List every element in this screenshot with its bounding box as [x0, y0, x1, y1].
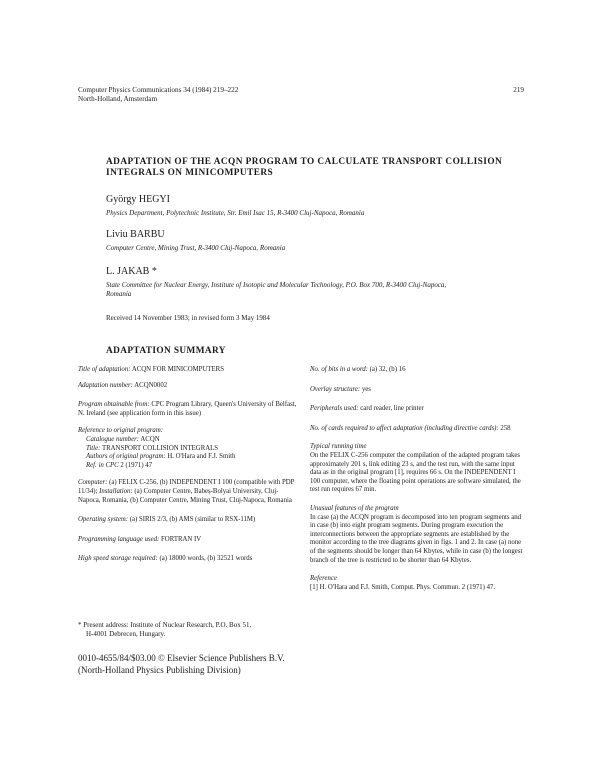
summary-left-column [78, 366, 298, 571]
author-affiliation: Computer Centre, Mining Trust, R-3400 Cluj-Napoca, Romania [106, 244, 286, 252]
footnote-line-1: * Present address: Institute of Nuclear Research, P.O. Box 51, [78, 621, 252, 629]
entry-value: CPC Program Library, Queen's University of Belfast, N. Ireland (see application form in this issue) [78, 401, 297, 417]
entry-text: On the FELIX C-256 computer the compilation of the adapted program takes approximately 201 s, link editing 23 s, and the test run, with the same input data as in the original program [1], requires 66 s. On the INDEPENDENT I 100 computer, where the floating point operations are software simulated, the test run requires 67 min. [310, 451, 521, 494]
reference-entry [310, 575, 526, 592]
unusual-features-entry [310, 505, 526, 565]
entry-label: Title: [86, 444, 101, 452]
author-affiliation: Physics Department, Polytechnic Institute, Str. Emil Isac 15, R-3400 Cluj-Napoca, Romania [106, 209, 365, 217]
summary-right-column [310, 366, 526, 599]
entry-label: Peripherals used: [310, 405, 359, 413]
storage-entry [78, 555, 298, 564]
copyright-line-1: 0010-4655/84/$03.00 © Elsevier Science Publishers B.V. [78, 653, 285, 663]
page-number: 219 [513, 86, 524, 94]
author-name: György HEGYI [106, 194, 170, 205]
entry-label: Unusual features of the program [310, 504, 399, 512]
entry-label: Overlay structure: [310, 385, 361, 393]
adaptation-title-entry [78, 366, 298, 375]
entry-label: Typical running time [310, 443, 367, 451]
entry-value: H. O'Hara and F.J. Smith [167, 453, 236, 461]
entry-text: In case (a) the ACQN program is decomposed into ten program segments and in case (b) into eight program segments. During program execution the interconnections between the appropriate segments are established by the monitor according to the tree diagrams given in figs. 1 and 2. In case (a) none of the segments should be longer than 64 Kbytes, while in case (b) the longest branch of the tree is restricted to be shorter than 64 Kbytes. [310, 513, 523, 564]
author-name: L. JAKAB * [106, 266, 157, 277]
entry-value: yes [361, 385, 371, 393]
entry-value: (a) SIRIS 2/3, (b) AMS (similar to RSX-11M) [129, 516, 256, 524]
entry-value: (a) Computer Centre, Babeș-Bolyai University, Cluj-Napoca, Romania, (b) Computer Centre, Mining Trust, Cluj-Napoca, Romania [78, 487, 292, 504]
entry-label: Programming language used: [78, 535, 160, 543]
adaptation-number-entry [78, 382, 298, 391]
copyright-line-2: (North-Holland Physics Publishing Division) [78, 664, 241, 675]
entry-value: 2 (1971) 47 [120, 461, 153, 469]
overlay-entry [310, 386, 526, 395]
section-heading: ADAPTATION SUMMARY [106, 346, 226, 356]
bits-entry [310, 366, 526, 375]
ref-title [78, 445, 298, 454]
ref-cpc [78, 462, 298, 471]
entry-value: ACQN0002 [134, 381, 168, 389]
reference-original-entry [78, 427, 298, 470]
entry-text: [1] H. O'Hara and F.J. Smith, Comput. Phys. Commun. 2 (1971) 47. [310, 583, 496, 591]
entry-label: Reference to original program: [78, 427, 164, 435]
computer-entry [78, 479, 298, 505]
author-name: Liviu BARBU [106, 229, 165, 240]
footnote [78, 621, 298, 639]
entry-value: FORTRAN IV [161, 535, 202, 543]
entry-label: Operating system: [78, 516, 129, 524]
journal-citation [78, 86, 238, 104]
entry-label: Ref. in CPC [86, 461, 119, 469]
entry-label: No. of bits in a word: [310, 366, 368, 373]
entry-value: ACQN FOR MINICOMPUTERS [131, 366, 224, 373]
entry-label: Adaptation number: [78, 381, 133, 389]
entry-label: Catalogue number: [86, 435, 140, 443]
entry-value: ACQN [140, 435, 160, 443]
entry-label: No. of cards required to affect adaptation (including directive cards): [310, 424, 499, 432]
entry-value: (a) 18000 words, (b) 32521 words [159, 555, 253, 563]
peripherals-entry [310, 405, 526, 414]
journal-line-1: Computer Physics Communications 34 (1984) 219–222 [78, 86, 239, 94]
copyright-notice [78, 653, 285, 676]
affiliation-line-2: Romania [106, 290, 132, 298]
title-line-1: ADAPTATION OF THE ACQN PROGRAM TO CALCULATE TRANSPORT COLLISION [106, 157, 503, 167]
availability-entry [78, 401, 298, 418]
received-date: Received 14 November 1983; in revised form 3 May 1984 [106, 314, 270, 322]
entry-value: (a) FELIX C-256, (b) INDEPENDENT I 100 (compatible with PDP 11/34); [78, 479, 295, 495]
entry-label: High speed storage required: [78, 555, 158, 563]
journal-line-2: North-Holland, Amsterdam [78, 95, 158, 103]
entry-value: 258 [500, 424, 511, 432]
entry-value: (a) 32, (b) 16 [369, 366, 406, 373]
footnote-line-2: H-4001 Debrecen, Hungary. [86, 630, 166, 638]
ref-authors [78, 453, 298, 462]
entry-label: Installation: [99, 487, 133, 495]
entry-label: Authors of original program: [86, 453, 166, 461]
running-time-entry [310, 443, 526, 495]
title-line-2: INTEGRALS ON MINICOMPUTERS [106, 168, 274, 178]
cards-entry [310, 425, 526, 434]
article-title [106, 157, 536, 179]
entry-label: Computer: [78, 479, 108, 487]
entry-label: Program obtainable from: [78, 401, 150, 409]
entry-value: card reader, line printer [360, 405, 424, 413]
entry-value: TRANSPORT COLLISION INTEGRALS [101, 444, 219, 452]
language-entry [78, 536, 298, 545]
author-affiliation [106, 281, 546, 299]
affiliation-line-1: State Committee for Nuclear Energy, Institute of Isotopic and Molecular Technology, P.O. Box 700, R-3400 Cluj-Napoca, [106, 281, 447, 289]
ref-catalogue [78, 436, 298, 445]
entry-label: Reference [310, 575, 337, 583]
entry-label: Title of adaptation: [78, 366, 131, 373]
operating-system-entry [78, 516, 298, 525]
